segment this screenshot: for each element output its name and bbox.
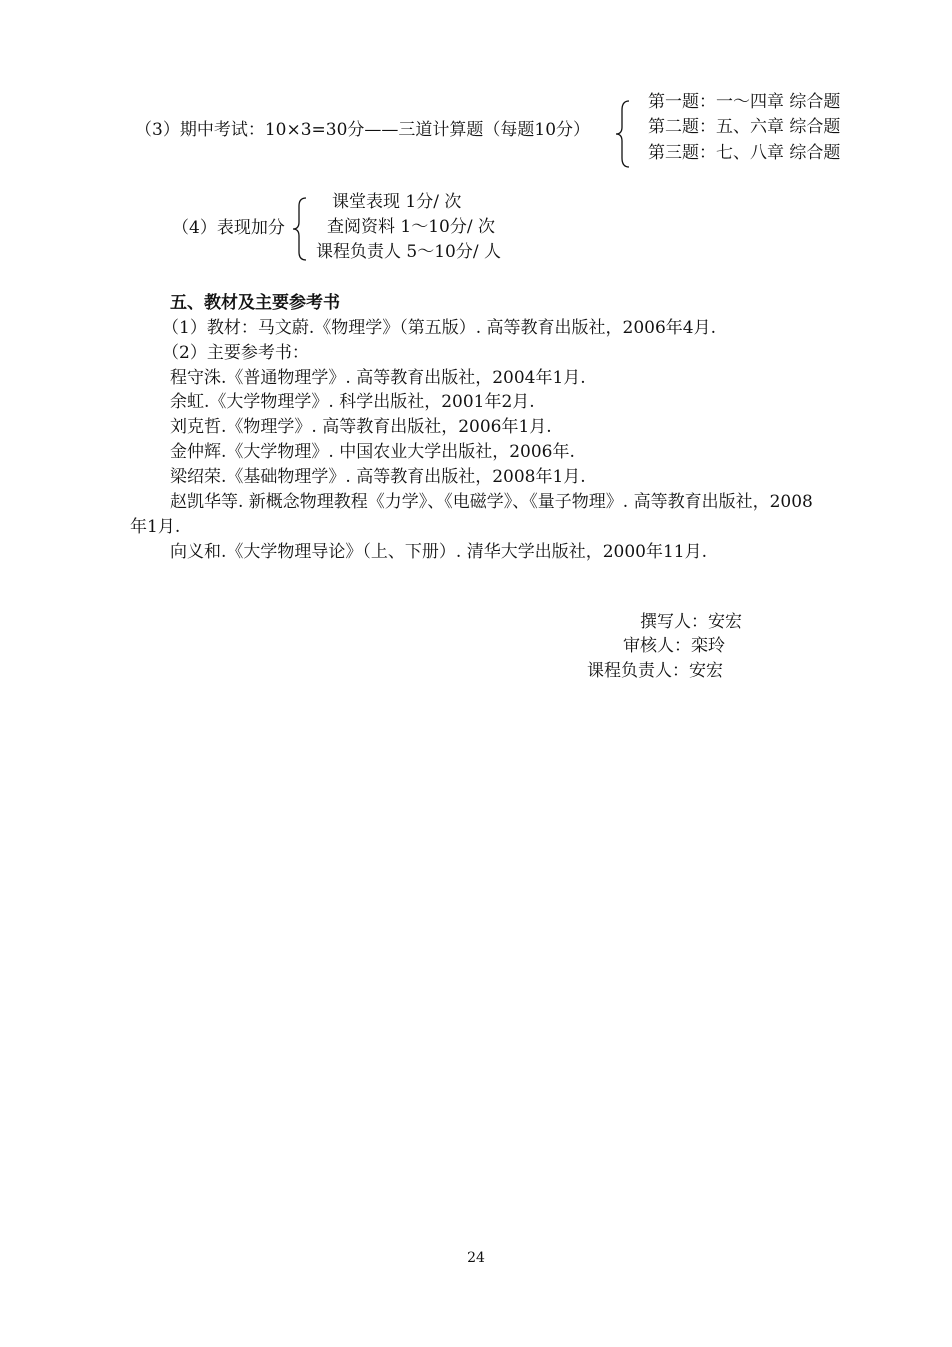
signature-reviewer: 审核人：栾玲 [623, 636, 725, 656]
bonus-brace [290, 195, 310, 263]
reference-item-long-cont: 年1月. [130, 517, 181, 537]
reference-item: 梁绍荣.《基础物理学》. 高等教育出版社，2008年1月. [170, 467, 586, 487]
refs-title: （2）主要参考书： [162, 343, 309, 363]
bonus-item-2: 查阅资料 1～10分/ 次 [327, 217, 495, 237]
textbook-line: （1）教材：马文蔚.《物理学》（第五版）. 高等教育出版社，2006年4月. [162, 318, 717, 338]
signature-writer: 撰写人：安宏 [640, 612, 742, 632]
exam-label: （3）期中考试：10×3=30分——三道计算题（每题10分） [135, 120, 591, 140]
reference-item: 程守洙.《普通物理学》. 高等教育出版社，2004年1月. [170, 368, 586, 388]
section-heading: 五、教材及主要参考书 [170, 293, 340, 313]
exam-brace [613, 98, 633, 170]
page-number: 24 [467, 1250, 485, 1266]
exam-item-2: 第二题：五、六章 综合题 [648, 117, 841, 137]
reference-item: 刘克哲.《物理学》. 高等教育出版社，2006年1月. [170, 417, 552, 437]
exam-item-1: 第一题：一～四章 综合题 [648, 92, 841, 112]
bonus-item-1: 课堂表现 1分/ 次 [332, 192, 462, 212]
bonus-item-3: 课程负责人 5～10分/ 人 [316, 242, 501, 262]
reference-item-long: 赵凯华等. 新概念物理教程《力学》、《电磁学》、《量子物理》. 高等教育出版社，2008 [170, 492, 813, 512]
exam-item-3: 第三题：七、八章 综合题 [648, 143, 841, 163]
bonus-label: （4）表现加分 [172, 218, 285, 238]
signature-owner: 课程负责人：安宏 [587, 661, 723, 681]
reference-item: 向义和.《大学物理导论》（上、下册）. 清华大学出版社，2000年11月. [170, 542, 708, 562]
reference-item: 金仲辉.《大学物理》. 中国农业大学出版社，2006年. [170, 442, 575, 462]
reference-item: 余虹.《大学物理学》. 科学出版社，2001年2月. [170, 392, 535, 412]
